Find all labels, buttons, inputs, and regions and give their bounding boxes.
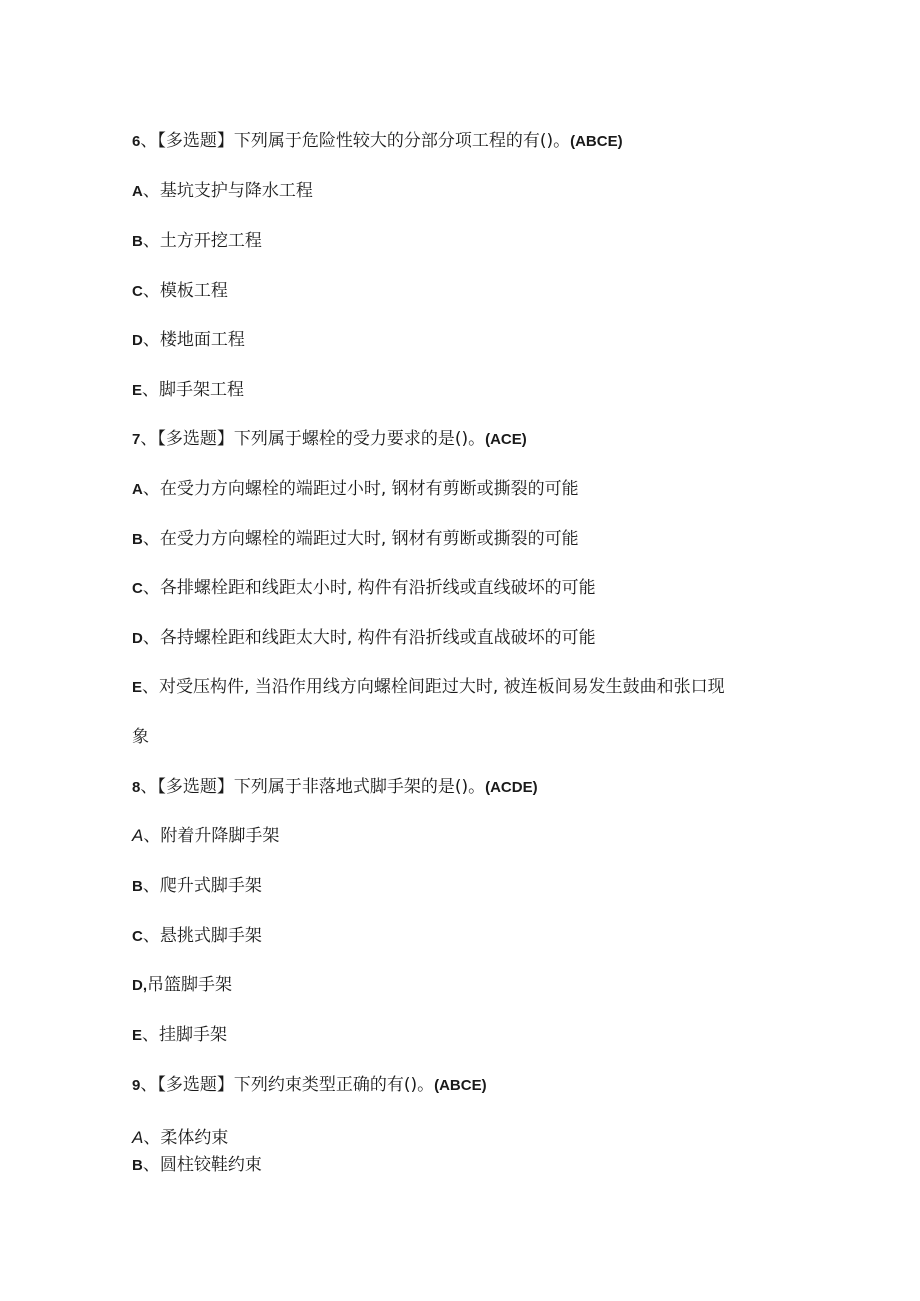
option-d <box>132 329 245 352</box>
option-a <box>132 180 313 203</box>
question-answer: (ACDE) <box>485 779 538 796</box>
option-marker: B <box>132 233 143 250</box>
option-marker: D <box>132 630 143 647</box>
option-text: 土方开挖工程 <box>159 231 262 251</box>
option-marker: E <box>132 679 143 696</box>
option-b <box>132 1154 262 1177</box>
option-text: 在受力方向螺栓的端距过小时, 钢材有剪断或撕裂的可能 <box>159 479 579 499</box>
option-marker: A <box>132 826 144 845</box>
option-separator: 、 <box>142 876 160 896</box>
option-b <box>132 230 262 253</box>
option-separator: 、 <box>142 479 160 499</box>
option-c <box>132 577 596 600</box>
option-separator: 、 <box>142 578 160 598</box>
question-9 <box>132 1074 487 1097</box>
question-text: 【多选题】下列约束类型正确的有()。 <box>157 1075 435 1095</box>
option-marker: E <box>132 382 143 399</box>
option-marker: A <box>132 183 143 200</box>
option-e-continuation <box>132 726 149 748</box>
option-marker: C <box>132 580 143 597</box>
question-answer: (ACE) <box>485 431 527 448</box>
question-answer: (ABCE) <box>570 133 623 150</box>
option-d <box>132 974 232 997</box>
question-answer: (ABCE) <box>434 1077 487 1094</box>
option-b <box>132 875 262 898</box>
option-e <box>132 379 244 402</box>
option-marker: A <box>132 481 143 498</box>
question-8 <box>132 776 538 799</box>
option-marker: E <box>132 1027 143 1044</box>
option-text: 基坑支护与降水工程 <box>159 181 313 201</box>
question-number: 6 <box>132 133 141 150</box>
option-text: 脚手架工程 <box>159 380 245 400</box>
option-separator: 、 <box>142 1025 160 1045</box>
option-marker: D <box>132 332 143 349</box>
option-text-continuation: 象 <box>132 727 149 747</box>
question-number: 8 <box>132 779 141 796</box>
option-c <box>132 280 228 303</box>
option-marker: B <box>132 878 143 895</box>
option-a <box>132 478 579 501</box>
option-text: 模板工程 <box>159 281 228 301</box>
option-text: 楼地面工程 <box>159 330 245 350</box>
option-marker: C <box>132 283 143 300</box>
option-a <box>132 825 279 847</box>
option-separator: 、 <box>142 231 160 251</box>
option-marker: D <box>132 977 143 994</box>
option-marker: A <box>132 1128 144 1147</box>
option-text: 对受压构件, 当沿作用线方向螺栓间距过大时, 被连板间易发生鼓曲和张口现 <box>159 677 725 697</box>
option-separator: 、 <box>143 1128 161 1148</box>
option-e <box>132 676 725 699</box>
question-separator: 、 <box>140 429 158 449</box>
option-text: 吊篮脚手架 <box>147 975 233 995</box>
question-6 <box>132 130 623 153</box>
option-separator: 、 <box>142 281 160 301</box>
option-separator: 、 <box>143 826 161 846</box>
option-text: 附着升降脚手架 <box>160 826 280 846</box>
question-number: 9 <box>132 1077 141 1094</box>
option-text: 各排螺栓距和线距太小时, 构件有沿折线或直线破坏的可能 <box>159 578 596 598</box>
question-number: 7 <box>132 431 141 448</box>
option-text: 悬挑式脚手架 <box>159 926 262 946</box>
option-separator: , <box>142 977 148 994</box>
option-separator: 、 <box>142 926 160 946</box>
option-separator: 、 <box>142 1155 160 1175</box>
option-marker: C <box>132 928 143 945</box>
option-separator: 、 <box>142 529 160 549</box>
option-separator: 、 <box>142 330 160 350</box>
option-b <box>132 528 579 551</box>
option-separator: 、 <box>142 677 160 697</box>
option-marker: B <box>132 1157 143 1174</box>
question-text: 【多选题】下列属于危险性较大的分部分项工程的有()。 <box>157 131 571 151</box>
option-text: 各持螺栓距和线距太大时, 构件有沿折线或直战破坏的可能 <box>159 628 596 648</box>
option-separator: 、 <box>142 380 160 400</box>
option-c <box>132 925 262 948</box>
question-separator: 、 <box>140 777 158 797</box>
option-text: 挂脚手架 <box>159 1025 228 1045</box>
option-text: 柔体约束 <box>160 1128 229 1148</box>
option-text: 圆柱铰鞋约束 <box>159 1155 262 1175</box>
question-text: 【多选题】下列属于螺栓的受力要求的是()。 <box>157 429 486 449</box>
option-separator: 、 <box>142 628 160 648</box>
option-marker: B <box>132 531 143 548</box>
question-text: 【多选题】下列属于非落地式脚手架的是()。 <box>157 777 486 797</box>
question-7 <box>132 428 527 451</box>
question-separator: 、 <box>140 1075 158 1095</box>
option-text: 爬升式脚手架 <box>159 876 262 896</box>
option-e <box>132 1024 227 1047</box>
option-text: 在受力方向螺栓的端距过大时, 钢材有剪断或撕裂的可能 <box>159 529 579 549</box>
option-separator: 、 <box>142 181 160 201</box>
question-separator: 、 <box>140 131 158 151</box>
option-a <box>132 1127 228 1149</box>
option-d <box>132 627 596 650</box>
